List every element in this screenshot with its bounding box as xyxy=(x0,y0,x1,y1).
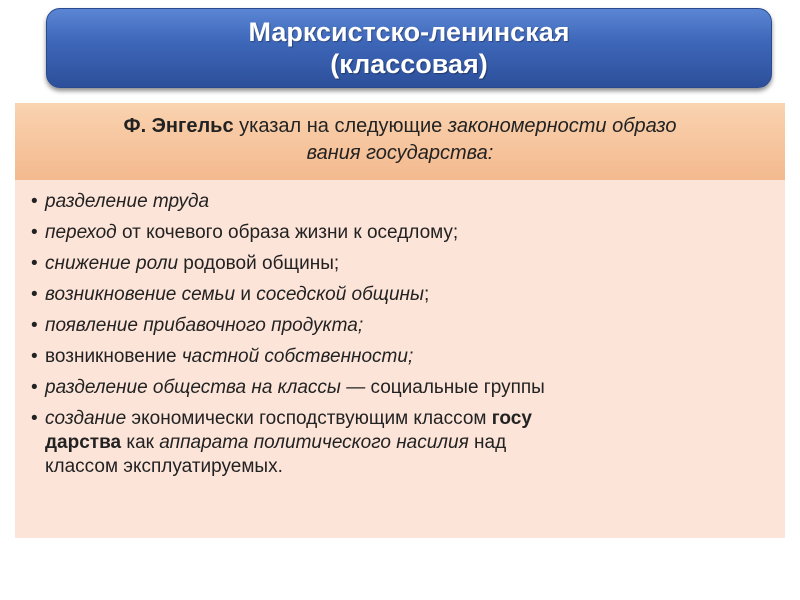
title-line-2: (классовая) xyxy=(330,49,488,79)
list-item-text: снижение роли xyxy=(45,253,179,274)
list-item-text: возникновение xyxy=(45,346,182,367)
bullet-marker: • xyxy=(31,222,38,243)
list-item-text: создание xyxy=(45,408,127,429)
list-item-text: как xyxy=(121,432,160,453)
bullet-marker: • xyxy=(31,377,38,398)
list-item-text: разделение труда xyxy=(45,191,210,212)
title-line-1: Марксистско-ленинская xyxy=(248,17,570,47)
list-item-text: родовой общины; xyxy=(178,253,340,274)
list-item-text: аппарата политического насилия xyxy=(159,432,469,453)
bullet-marker: • xyxy=(31,346,38,367)
list-item xyxy=(31,376,767,400)
list-item xyxy=(31,252,767,276)
intro-topic-part2: вания государства: xyxy=(306,142,494,164)
list-item xyxy=(31,314,767,338)
list-item-text: соседской общины xyxy=(256,284,424,305)
list-item-text: частной собственности; xyxy=(181,346,414,367)
intro-topic-part1: закономерности образо xyxy=(447,115,677,137)
bullet-marker: • xyxy=(31,253,38,274)
facts-list xyxy=(31,190,767,479)
intro-verb: указал на следующие xyxy=(233,115,448,137)
title-banner xyxy=(46,8,772,88)
facts-list-box xyxy=(15,180,785,538)
list-item-text: и xyxy=(235,284,257,305)
list-item-text: от кочевого образа жизни к оседлому; xyxy=(116,222,459,243)
bullet-marker: • xyxy=(31,315,38,336)
intro-author: Ф. Энгельс xyxy=(123,115,234,137)
list-item xyxy=(31,221,767,245)
list-item-text: возникновение семьи xyxy=(45,284,236,305)
list-item xyxy=(31,190,767,214)
bullet-marker: • xyxy=(31,191,38,212)
list-item xyxy=(31,407,767,479)
list-item-text: ; xyxy=(423,284,430,305)
list-item-text: экономически господствующим классом xyxy=(126,408,492,429)
intro-box xyxy=(15,103,785,180)
list-item-text: дарства xyxy=(45,432,122,453)
list-item-text: разделение общества на классы xyxy=(45,377,341,398)
bullet-marker: • xyxy=(31,284,38,305)
list-item-text: появление прибавочного продукта; xyxy=(45,315,364,336)
list-item-text: переход xyxy=(45,222,117,243)
bullet-marker: • xyxy=(31,408,38,429)
list-item-text: над xyxy=(468,432,507,453)
list-item-text: госу xyxy=(491,408,532,429)
list-item-text: — социальные группы xyxy=(340,377,545,398)
list-item-text: классом эксплуатируемых. xyxy=(45,456,283,477)
list-item xyxy=(31,283,767,307)
list-item xyxy=(31,345,767,369)
